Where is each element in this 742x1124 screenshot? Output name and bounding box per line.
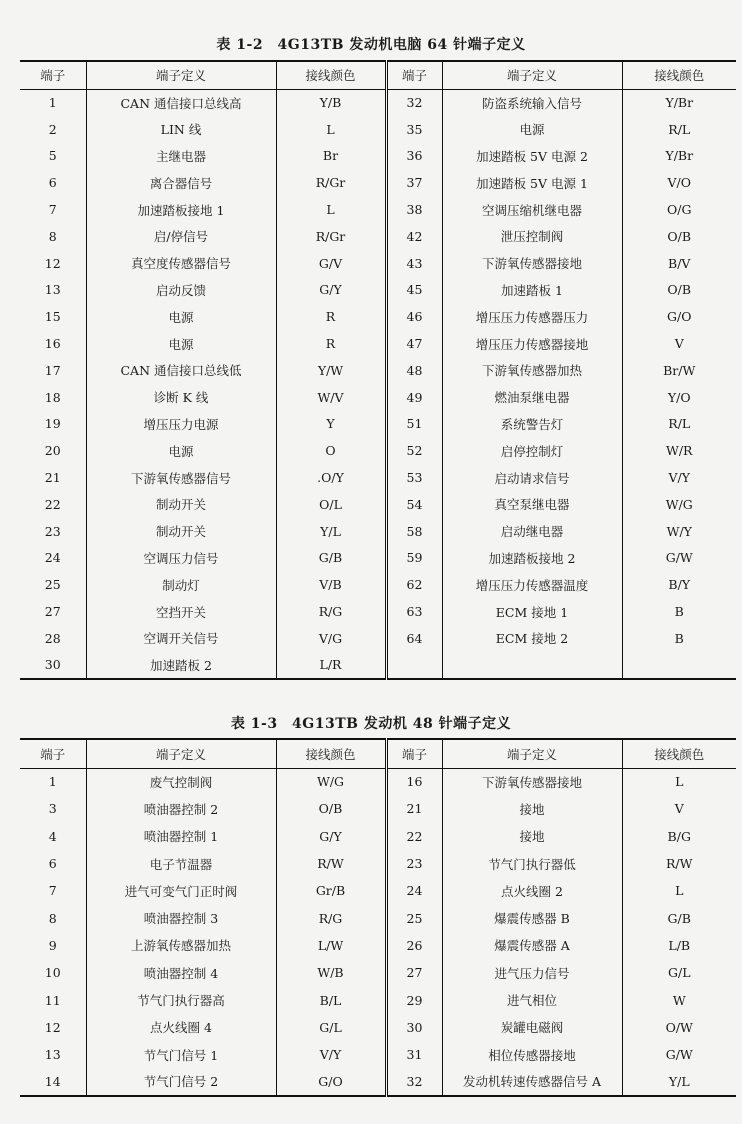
cell-definition: 废气控制阀 — [86, 768, 276, 795]
cell-definition: CAN 通信接口总线低 — [86, 357, 276, 384]
cell-definition: 泄压控制阀 — [442, 223, 622, 250]
cell-wire-color: W/G — [665, 496, 693, 512]
cell-definition: 离合器信号 — [86, 169, 276, 196]
table-row — [20, 330, 736, 357]
cell-definition: 增压压力传感器接地 — [442, 330, 622, 357]
cell-terminal: 24 — [386, 877, 442, 904]
cell-terminal: 48 — [386, 357, 442, 384]
table-row — [20, 464, 736, 491]
cell-terminal: 19 — [20, 411, 86, 438]
table-row — [20, 89, 736, 116]
cell-wire-color: W — [672, 992, 686, 1008]
cell-wire-color: Y/L — [622, 1068, 736, 1095]
cell-wire-color: R/Gr — [276, 169, 386, 196]
cell-terminal: 22 — [386, 823, 442, 850]
cell-terminal: 30 — [20, 652, 86, 679]
cell-wire-color: W/V — [276, 384, 386, 411]
cell-definition: 系统警告灯 — [442, 411, 622, 438]
cell-definition: ECM 接地 2 — [442, 625, 622, 652]
cell-terminal: 6 — [20, 850, 86, 877]
cell-wire-color: B — [674, 604, 684, 620]
cell-definition: 进气相位 — [442, 986, 622, 1013]
cell-terminal: 23 — [20, 518, 86, 545]
cell-wire-color: R/L — [668, 416, 691, 432]
cell-terminal: 21 — [20, 464, 86, 491]
cell-terminal: 11 — [20, 986, 86, 1013]
cell-wire-color: L — [675, 774, 684, 790]
cell-definition: 空调压力信号 — [86, 545, 276, 572]
cell-terminal: 29 — [386, 986, 442, 1013]
cell-terminal: 28 — [20, 625, 86, 652]
cell-terminal: 51 — [386, 411, 442, 438]
cell-wire-color: G/Y — [276, 277, 386, 304]
cell-wire-color: Y/B — [276, 89, 386, 116]
table-row — [20, 795, 736, 822]
cell-wire-color — [622, 652, 736, 679]
cell-terminal: 8 — [20, 904, 86, 931]
cell-wire-color: Gr/B — [276, 877, 386, 904]
cell-definition: 电源 — [86, 437, 276, 464]
cell-terminal: 7 — [20, 877, 86, 904]
cell-definition: 喷油器控制 4 — [86, 959, 276, 986]
cell-definition: 加速踏板 2 — [86, 652, 276, 679]
cell-wire-color: R/G — [276, 598, 386, 625]
cell-wire-color: G/O — [276, 1068, 386, 1095]
table-header-row — [20, 61, 736, 89]
cell-wire-color: B/V — [668, 255, 691, 271]
cell-wire-color: O/B — [667, 282, 692, 298]
table-row — [20, 598, 736, 625]
table-row — [20, 491, 736, 518]
cell-terminal: 6 — [20, 169, 86, 196]
table-row — [20, 986, 736, 1013]
cell-definition — [442, 652, 622, 679]
cell-definition: 加速踏板 5V 电源 2 — [442, 143, 622, 170]
cell-definition: 爆震传感器 B — [442, 904, 622, 931]
cell-wire-color: R/L — [668, 121, 691, 137]
cell-definition: 上游氧传感器加热 — [86, 932, 276, 959]
cell-wire-color: G/B — [667, 910, 691, 926]
header-terminal: 端子 — [386, 739, 442, 768]
table-row — [20, 545, 736, 572]
cell-wire-color: W/B — [276, 959, 386, 986]
cell-wire-color: V/O — [667, 175, 691, 191]
table-row — [20, 625, 736, 652]
cell-terminal: 64 — [386, 625, 442, 652]
cell-terminal: 22 — [20, 491, 86, 518]
cell-wire-color: G/W — [665, 550, 693, 566]
table-row — [20, 250, 736, 277]
table-row — [20, 384, 736, 411]
table-row — [20, 277, 736, 304]
cell-definition: 真空度传感器信号 — [86, 250, 276, 277]
cell-terminal: 14 — [20, 1068, 86, 1095]
cell-wire-color: R — [276, 303, 386, 330]
cell-definition: 加速踏板 1 — [442, 277, 622, 304]
cell-definition: 启动反馈 — [86, 277, 276, 304]
table-header-row — [20, 739, 736, 768]
table-caption-48-pin: 表 1-3 4G13TB 发动机 48 针端子定义 — [230, 716, 512, 732]
cell-wire-color: L/R — [276, 652, 386, 679]
cell-definition: 喷油器控制 3 — [86, 904, 276, 931]
cell-wire-color: Y/L — [276, 518, 386, 545]
cell-terminal: 26 — [386, 932, 442, 959]
cell-wire-color: B/G — [667, 828, 691, 844]
cell-terminal: 2 — [20, 116, 86, 143]
cell-definition: 防盗系统输入信号 — [442, 89, 622, 116]
cell-wire-color: O/B — [276, 795, 386, 822]
cell-definition: 接地 — [442, 795, 622, 822]
cell-definition: 节气门执行器低 — [442, 850, 622, 877]
cell-definition: 下游氧传感器接地 — [442, 250, 622, 277]
cell-definition: 主继电器 — [86, 143, 276, 170]
cell-terminal: 16 — [20, 330, 86, 357]
cell-definition: 燃油泵继电器 — [442, 384, 622, 411]
cell-definition: 增压压力传感器压力 — [442, 303, 622, 330]
cell-terminal: 10 — [20, 959, 86, 986]
cell-definition: 增压压力传感器温度 — [442, 571, 622, 598]
ecu-64-pin-table — [20, 60, 736, 680]
table-row — [20, 652, 736, 679]
cell-definition: 进气可变气门正时阀 — [86, 877, 276, 904]
cell-terminal: 3 — [20, 795, 86, 822]
cell-definition: 节气门执行器高 — [86, 986, 276, 1013]
cell-terminal: 25 — [20, 571, 86, 598]
cell-terminal: 9 — [20, 932, 86, 959]
cell-wire-color: G/V — [276, 250, 386, 277]
cell-wire-color: V — [674, 336, 684, 352]
cell-wire-color: O/G — [667, 202, 692, 218]
cell-terminal: 53 — [386, 464, 442, 491]
cell-terminal — [386, 652, 442, 679]
cell-wire-color: R — [276, 330, 386, 357]
cell-terminal: 43 — [386, 250, 442, 277]
table-row — [20, 1041, 736, 1068]
table-row — [20, 357, 736, 384]
cell-definition: 启动请求信号 — [442, 464, 622, 491]
header-terminal: 端子 — [386, 61, 442, 89]
cell-definition: 喷油器控制 2 — [86, 795, 276, 822]
cell-definition: 下游氧传感器信号 — [86, 464, 276, 491]
cell-wire-color: R/Gr — [276, 223, 386, 250]
cell-wire-color: .O/Y — [276, 464, 386, 491]
cell-terminal: 20 — [20, 437, 86, 464]
cell-terminal: 63 — [386, 598, 442, 625]
cell-definition: 空调压缩机继电器 — [442, 196, 622, 223]
cell-definition: 空调开关信号 — [86, 625, 276, 652]
cell-wire-color: O/L — [276, 491, 386, 518]
cell-terminal: 59 — [386, 545, 442, 572]
cell-wire-color: L — [276, 196, 386, 223]
cell-definition: 启动继电器 — [442, 518, 622, 545]
cell-terminal: 21 — [386, 795, 442, 822]
cell-terminal: 23 — [386, 850, 442, 877]
table-body — [20, 768, 736, 1096]
cell-definition: 进气压力信号 — [442, 959, 622, 986]
cell-wire-color: V — [674, 801, 684, 817]
table-row — [20, 143, 736, 170]
table-row — [20, 959, 736, 986]
cell-wire-color: L/W — [276, 932, 386, 959]
cell-definition: 加速踏板 5V 电源 1 — [442, 169, 622, 196]
cell-terminal: 15 — [20, 303, 86, 330]
table-row — [20, 437, 736, 464]
cell-wire-color: L — [675, 883, 684, 899]
table-row — [20, 1014, 736, 1041]
engine-48-pin-table — [20, 738, 736, 1097]
cell-terminal: 7 — [20, 196, 86, 223]
cell-terminal: 12 — [20, 250, 86, 277]
cell-definition: 启/停信号 — [86, 223, 276, 250]
cell-wire-color: B — [674, 630, 684, 646]
header-definition: 端子定义 — [442, 61, 622, 89]
table-row — [20, 223, 736, 250]
table-row — [20, 768, 736, 795]
table-row — [20, 877, 736, 904]
cell-definition: 制动灯 — [86, 571, 276, 598]
cell-terminal: 58 — [386, 518, 442, 545]
table-caption-64-pin: 表 1-2 4G13TB 发动机电脑 64 针端子定义 — [216, 37, 526, 53]
cell-definition: 空挡开关 — [86, 598, 276, 625]
cell-definition: 诊断 K 线 — [86, 384, 276, 411]
table-row — [20, 823, 736, 850]
cell-terminal: 25 — [386, 904, 442, 931]
cell-terminal: 45 — [386, 277, 442, 304]
cell-definition: 下游氧传感器加热 — [442, 357, 622, 384]
cell-definition: 下游氧传感器接地 — [442, 768, 622, 795]
header-wire-color: 接线颜色 — [622, 61, 736, 89]
cell-definition: 启停控制灯 — [442, 437, 622, 464]
table-row — [20, 169, 736, 196]
cell-definition: 喷油器控制 1 — [86, 823, 276, 850]
header-terminal: 端子 — [20, 739, 86, 768]
cell-terminal: 47 — [386, 330, 442, 357]
cell-definition: 电源 — [86, 303, 276, 330]
cell-wire-color: G/L — [668, 965, 691, 981]
header-wire-color: 接线颜色 — [276, 61, 386, 89]
header-definition: 端子定义 — [442, 739, 622, 768]
cell-wire-color: B/L — [276, 986, 386, 1013]
cell-wire-color: G/O — [667, 309, 692, 325]
cell-terminal: 16 — [386, 768, 442, 795]
cell-wire-color: Y/W — [276, 357, 386, 384]
cell-terminal: 37 — [386, 169, 442, 196]
cell-definition: CAN 通信接口总线高 — [86, 89, 276, 116]
cell-wire-color: V/B — [276, 571, 386, 598]
cell-wire-color: V/Y — [668, 470, 690, 486]
cell-terminal: 52 — [386, 437, 442, 464]
cell-definition: 节气门信号 2 — [86, 1068, 276, 1095]
table-row — [20, 932, 736, 959]
cell-wire-color: W/Y — [666, 523, 692, 539]
cell-definition: LIN 线 — [86, 116, 276, 143]
header-wire-color: 接线颜色 — [622, 739, 736, 768]
cell-wire-color: Br/W — [663, 362, 696, 378]
cell-terminal: 54 — [386, 491, 442, 518]
cell-definition: 发动机转速传感器信号 A — [442, 1068, 622, 1095]
header-terminal: 端子 — [20, 61, 86, 89]
cell-wire-color: G/W — [665, 1047, 693, 1063]
cell-terminal: 18 — [20, 384, 86, 411]
cell-definition: 点火线圈 4 — [86, 1014, 276, 1041]
cell-terminal: 49 — [386, 384, 442, 411]
header-definition: 端子定义 — [86, 739, 276, 768]
cell-terminal: 30 — [386, 1014, 442, 1041]
cell-wire-color: G/B — [276, 545, 386, 572]
cell-definition: 真空泵继电器 — [442, 491, 622, 518]
cell-terminal: 62 — [386, 571, 442, 598]
table-row — [20, 1068, 736, 1095]
cell-terminal: 27 — [386, 959, 442, 986]
cell-definition: 点火线圈 2 — [442, 877, 622, 904]
cell-definition: 制动开关 — [86, 491, 276, 518]
cell-terminal: 24 — [20, 545, 86, 572]
cell-definition: ECM 接地 1 — [442, 598, 622, 625]
cell-wire-color: L/B — [668, 937, 691, 953]
table-body — [20, 89, 736, 679]
cell-terminal: 32 — [386, 1068, 442, 1095]
cell-terminal: 4 — [20, 823, 86, 850]
table-row — [20, 904, 736, 931]
cell-definition: 炭罐电磁阀 — [442, 1014, 622, 1041]
cell-terminal: 1 — [20, 768, 86, 795]
cell-terminal: 38 — [386, 196, 442, 223]
cell-definition: 电子节温器 — [86, 850, 276, 877]
cell-terminal: 8 — [20, 223, 86, 250]
cell-wire-color: Y — [276, 411, 386, 438]
cell-definition: 爆震传感器 A — [442, 932, 622, 959]
header-definition: 端子定义 — [86, 61, 276, 89]
table-row — [20, 303, 736, 330]
cell-definition: 节气门信号 1 — [86, 1041, 276, 1068]
cell-terminal: 32 — [386, 89, 442, 116]
cell-definition: 加速踏板接地 2 — [442, 545, 622, 572]
cell-wire-color: G/Y — [276, 823, 386, 850]
cell-terminal: 27 — [20, 598, 86, 625]
table-row — [20, 411, 736, 438]
cell-wire-color: L — [276, 116, 386, 143]
header-wire-color: 接线颜色 — [276, 739, 386, 768]
table-row — [20, 571, 736, 598]
cell-wire-color: R/G — [276, 904, 386, 931]
cell-definition: 相位传感器接地 — [442, 1041, 622, 1068]
cell-definition: 增压压力电源 — [86, 411, 276, 438]
cell-terminal: 1 — [20, 89, 86, 116]
cell-definition: 接地 — [442, 823, 622, 850]
cell-wire-color: O/W — [665, 1019, 693, 1035]
table-row — [20, 518, 736, 545]
cell-terminal: 17 — [20, 357, 86, 384]
cell-definition: 电源 — [86, 330, 276, 357]
cell-terminal: 13 — [20, 1041, 86, 1068]
cell-terminal: 5 — [20, 143, 86, 170]
cell-wire-color: Y/Br — [665, 95, 694, 111]
cell-definition: 加速踏板接地 1 — [86, 196, 276, 223]
cell-terminal: 42 — [386, 223, 442, 250]
cell-terminal: 31 — [386, 1041, 442, 1068]
cell-wire-color: O/B — [667, 228, 692, 244]
cell-wire-color: W/G — [276, 768, 386, 795]
cell-terminal: 35 — [386, 116, 442, 143]
cell-wire-color: G/L — [276, 1014, 386, 1041]
cell-wire-color: W/R — [666, 443, 693, 459]
cell-wire-color: R/W — [666, 856, 693, 872]
cell-terminal: 36 — [386, 143, 442, 170]
table-row — [20, 196, 736, 223]
cell-wire-color: V/G — [276, 625, 386, 652]
cell-wire-color: O — [276, 437, 386, 464]
cell-definition: 制动开关 — [86, 518, 276, 545]
cell-wire-color: B/Y — [668, 577, 691, 593]
cell-definition: 电源 — [442, 116, 622, 143]
cell-wire-color: Y/O — [667, 389, 691, 405]
cell-wire-color: R/W — [276, 850, 386, 877]
cell-wire-color: Br — [276, 143, 386, 170]
cell-wire-color: V/Y — [276, 1041, 386, 1068]
table-row — [20, 850, 736, 877]
cell-wire-color: Y/Br — [665, 148, 694, 164]
cell-terminal: 46 — [386, 303, 442, 330]
cell-terminal: 12 — [20, 1014, 86, 1041]
table-row — [20, 116, 736, 143]
cell-terminal: 13 — [20, 277, 86, 304]
